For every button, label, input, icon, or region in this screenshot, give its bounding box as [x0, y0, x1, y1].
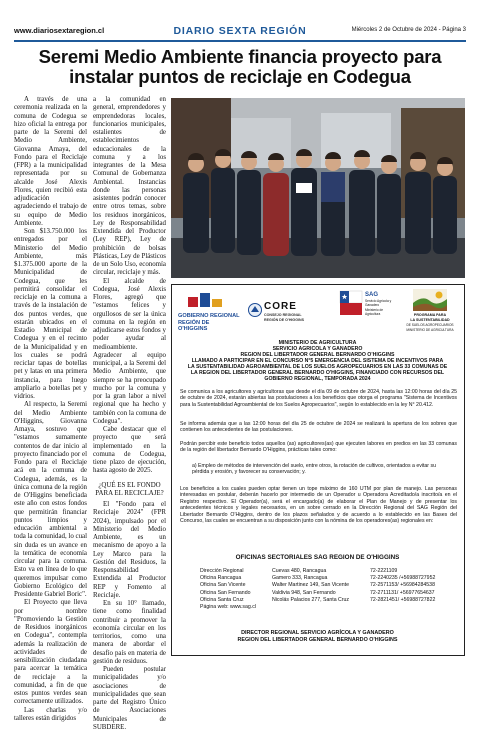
core-logo-line2: CONSEJO REGIONAL: [264, 313, 302, 317]
notice-footer-line: REGION DEL LIBERTADOR GENERAL BERNARDO O'HIGGINS: [237, 637, 398, 643]
paragraph: Pueden postular municipalidades y/o asociaciones de municipalidades que sean parte del Registro Único de Asociaciones Municipales de SUBDERE.: [93, 666, 166, 731]
gobierno-regional-logo: [178, 293, 240, 331]
notice-paragraph-4: Los beneficios a los cuales pueden optar tienen un tope máximo de 160 UTM por plan de manejo. Las personas interesadas en postular, deberán hacerlo por intermedio de un Operador u Operadora Acreditado/a inscrito/a en el Registro respectivo. El Operador(a), será el encargado(a) de elaborar el Plan de Manejo y de presentar los antecedentes técnicos y legales necesarios, en un sobre cerrado en la Dirección Regional del SAG Región del Libertador Bernardo O'Higgins, dentro de los plazos señalados y de acuerdo a lo establecido en las Bases del Concurso, las cuales se encuentran a su disposición junto con la nómina de los operadores(as) regionales en:: [180, 486, 457, 525]
core-logo-line3: REGIÓN DE O'HIGGINS: [264, 318, 304, 322]
notice-paragraph-1: Se comunica a los agricultores y agricultoras que desde el día 09 de octubre de 2024, hasta las 12:00 horas del día 25 de octubre de 2024, estarán abiertas las postulaciones a los beneficios que otorga el programa "Sistema de Incentivos para la Sustentabilidad Agroambiental de los Suelos Agropecuarios", según lo establecido en la ley N° 20.412.: [180, 389, 457, 408]
office-row: [200, 597, 450, 604]
article-headline: Seremi Medio Ambiente financia proyecto para instalar puntos de reciclaje en Codegua: [38, 46, 442, 87]
core-logo-line1: CORE: [264, 301, 297, 312]
office-row: [200, 568, 450, 575]
site-url: www.diariosextaregion.cl: [14, 26, 105, 35]
office-phone: 72-2240235 /+56988727952: [370, 575, 436, 582]
page-header: [14, 25, 466, 42]
programa-suelos-logo: [404, 289, 456, 335]
gov-logo-line1: GOBIERNO REGIONAL: [178, 313, 240, 319]
sag-public-notice: [171, 284, 465, 656]
gov-logo-line2: REGIÓN DE O'HIGGINS: [178, 320, 210, 332]
office-name: Oficina San Vicente: [200, 582, 246, 589]
paragraph: Las charlas y/o talleres están dirigidos: [14, 706, 87, 722]
office-name: Oficina Santa Cruz: [200, 596, 244, 603]
sag-logo-line3: Ministerio de Agricultura: [365, 308, 384, 316]
program-logo-line1: PROGRAMA PARA: [413, 313, 447, 317]
office-address: Gamero 333, Rancagua: [272, 575, 328, 582]
sag-logo: [340, 291, 394, 333]
paragraph: a la comunidad en general, emprendedores y emprendedoras locales, funcionarios municipales, estalientes de establecimientos educacionales de la comuna y a los integrantes de la Mesa Comunal de Gobernanza Ambiental. Instancias donde las personas asistentes podrán conocer entre otros temas, sobre los residuos inorgánicos, Ley de Responsabilidad Extendida del Productor (Ley REP), Ley de prohibición de bolsas Plásticas, Ley de Plásticos de un Solo Uso, economía circular, reciclaje y más.: [93, 96, 166, 277]
notice-paragraph-3: Podrán percibir este beneficio todos aquellos (as) agricultores(as) que ejecuten labores en predios en las 33 comunas de la región del libertador Bernardo O'Higgins, prácticas tales como:: [180, 441, 457, 454]
office-address: Cuevas 480, Rancagua: [272, 568, 327, 574]
office-phone: 72-2571153/ +56984284538: [370, 582, 435, 589]
paragraph: En su 10° llamado, tiene como finalidad contribuir a promover la economía circular en los territorios, como una manera de abordar el desafío país en materia de gestión de residuos.: [93, 600, 166, 665]
paragraph: A través de una ceremonia realizada en la comuna de Codegua se hizo oficial la entrega por parte de la Seremi del Medio Ambiente, Giovanna Amaya, del Fondo para el Reciclaje (FPR) a la municipalidad representada por su alcalde José Alexis Flores, quien recibió esta adjudicación agradeciendo el trabajo de su equipo de Medio Ambiente.: [14, 96, 87, 227]
notice-title-line: LA REGION DEL LIBERTADOR GENERAL BERNARDO O'HIGGINS, FINANCIADO CON RECURSOS DEL: [190, 370, 445, 376]
program-logo-line2: LA SUSTENTABILIDAD: [410, 318, 450, 322]
office-name: Oficina San Fernando: [200, 589, 251, 596]
article-column-2: [93, 96, 166, 732]
office-name: Oficina Rancagua: [200, 575, 242, 582]
office-name: Dirección Regional: [200, 568, 244, 574]
office-row: [200, 590, 450, 597]
paragraph: Cabe destacar que el proyecto que será implementado en la comuna de Codegua, tiene plazo de ejecución, hasta agosto de 2025.: [93, 426, 166, 475]
section-subheading: ¿QUÉ ES EL FONDO PARA EL RECICLAJE?: [95, 481, 164, 497]
notice-title-line: REGION DEL LIBERTADOR GENERAL BERNARDO O'HIGGINS: [240, 352, 395, 358]
office-row: [200, 575, 450, 582]
paragraph: Son $13.750.000 los entregados por el Ministerio del Medio Ambiente, más $1.375.000 aporte de la Municipalidad de Codegua, que les permitirá consolidar el reciclaje en la comuna a través de la instalación de dos puntos verdes, que estarán ubicados en el Estadio Municipal de Codegua y en el recinto de la Municipalidad y en los cuales se podrá reciclar tapas de botellas pet y latas en una primera instancia, para luego ampliarlo a botellas pet y vidrios.: [14, 228, 87, 400]
offices-table: [200, 568, 450, 611]
notice-footer-line: DIRECTOR REGIONAL SERVICIO AGRÍCOLA Y GANADERO: [241, 630, 394, 636]
office-phone: 72-2221109: [370, 568, 398, 574]
chile-flag-icon: [340, 291, 362, 315]
notice-title-line: LLAMADO A PARTICIPAR EN EL CONCURSO N°5 EMERGENCIA DEL SISTEMA DE INCENTIVOS PARA: [191, 358, 444, 364]
sag-logo-line2: Servicio Agrícola y Ganadero: [365, 299, 392, 307]
page-date: Miércoles 2 de Octubre de 2024 - Página 3: [351, 27, 466, 33]
office-address: Valdivia 948, San Fernando: [272, 589, 336, 596]
office-address: Walter Martinez 149, San Vicente: [272, 582, 349, 589]
core-logo: [248, 301, 320, 327]
group-photo: [171, 98, 465, 278]
paragraph: El alcalde de Codegua, José Alexis Flores, agregó que "estamos felices y orgullosos de ser la única comuna en la región en adjudicarse estos fondos y poder ayudar al medioambiente. Agradecer al equipo municipal, a la Seremi del Medio Ambiente, que siempre se ha preocupado mucho por la comuna y por la gran labor a nivel regional que ha hecho y también con la comuna de Codegua".: [93, 277, 166, 425]
soil-program-mark: [413, 289, 447, 311]
office-address: Nicolás Palacios 277, Santa Cruz: [272, 596, 349, 603]
sag-website-link[interactable]: Página web: www.sag.cl: [200, 603, 256, 610]
core-emblem-icon: [248, 303, 262, 317]
notice-title-line: LA SUSTENTABILIDAD AGROAMBIENTAL DE LOS SUELOS AGROPECUARIOS EN LAS 33 COMUNAS DE: [187, 364, 448, 370]
group-photo-illustration: [171, 98, 465, 278]
notice-list-item-a: a) Empleo de métodos de intervención del suelo, entre otros, la rotación de cultivos, orientados a evitar su pérdida y erosión, y favorecer su conservación; y.: [192, 463, 436, 476]
article-column-1: [14, 96, 87, 723]
gobierno-regional-mark: [188, 293, 228, 311]
notice-paragraph-2: Se informa además que a las 12:00 horas del día 25 de octubre de 2024 se realizará la apertura de los sobres que contienen los antecedentes de las postulaciones.: [180, 421, 457, 434]
paragraph: El "Fondo para el Reciclaje 2024" (FPR 2024), impulsado por el Ministerio del Medio Ambiente, es un mecanismo de apoyo a la Ley Marco para la Gestión del Residuos, la Responsabilidad Extendida al Productor REP y Fomento al Reciclaje.: [93, 501, 166, 599]
website-row: [200, 604, 450, 611]
paragraph: El Proyecto que lleva por nombre "Promoviendo la Gestión de Residuos inorgánicos en Codegua", contempla además la realización de actividades de sensibilización ciudadana para acercar la temática de reciclaje a la comunidad, a fin de que estos puntos verdes sean correctamente utilizados.: [14, 599, 87, 706]
notice-logos: [172, 285, 463, 337]
program-logo-line3: DE SUELOS AGROPECUARIOS: [406, 323, 454, 327]
notice-title-line: GOBIERNO REGIONAL, TEMPORADA 2024: [264, 376, 371, 382]
notice-title-line: SERVICIO AGRICOLA Y GANADERO: [272, 346, 363, 352]
office-phone: 72-2821451/ +56988727822: [370, 596, 436, 603]
notice-title-line: MINISTERIO DE AGRICULTURA: [278, 340, 357, 346]
paragraph: Al respecto, la Seremi del Medio Ambiente O'Higgins, Giovanna Amaya, sostuvo que "estamos sumamente contentos de dar inicio al proyecto financiado por el Fondo para el Reciclaje acá en la comuna de Codegua, además, es la única comuna de la región de O'Higgins beneficiada este año con estos fondos que permitirán financiar puntos limpios y educación ambiental a toda la comunidad, lo cual sin duda es un avance en la temática de economía circular para la comuna. Esto va en línea de lo que queremos impulsar como Gobierno Ecológico del Presidente Gabriel Boric".: [14, 401, 87, 598]
newspaper-name: DIARIO SEXTA REGIÓN: [173, 25, 307, 37]
sag-logo-line1: SAG: [365, 292, 379, 298]
office-phone: 72-2711131/ +56977654637: [370, 589, 435, 596]
office-row: [200, 582, 450, 589]
offices-heading: OFICINAS SECTORIALES SAG REGION DE O'HIGGINS: [235, 554, 400, 561]
program-logo-line4: MINISTERIO DE AGRICULTURA: [406, 328, 454, 332]
